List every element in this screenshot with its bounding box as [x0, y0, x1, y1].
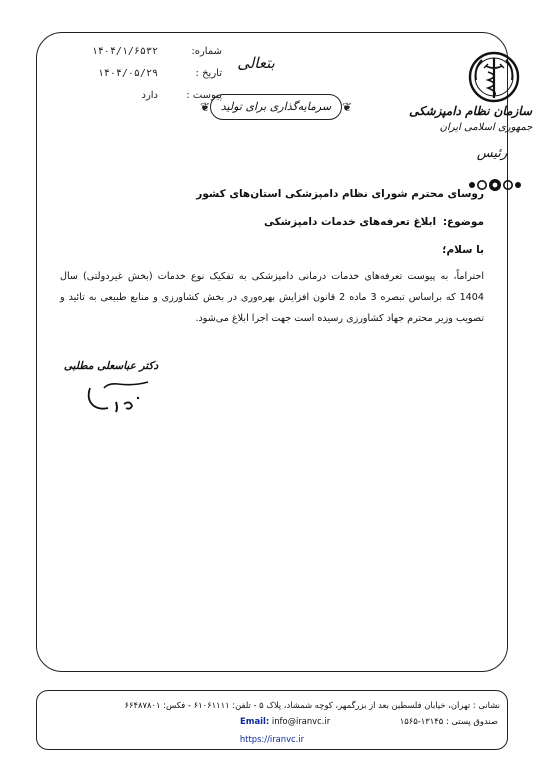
- letter-date-value: ۱۴۰۴/۰۵/۲۹: [97, 68, 158, 79]
- letter-subject: [190, 216, 484, 228]
- letter-body: احتراماً، به پیوست تعرفه‌های خدمات درمانی دامپزشکی به تفکیک نوع خدمات (بخش غیردولتی) سال 1404 که براساس تبصره 3 ماده 2 قانون افزایش بهره‌وری در بخش کشاورزی و منابع طبیعی به تائید و تصویب وزیر محترم جهاد کشاورزی رسیده است جهت اجرا ابلاغ می‌شود.: [60, 271, 484, 324]
- letter-greeting: با سلام؛: [442, 244, 484, 256]
- letter-attachment-value: دارد: [141, 90, 158, 101]
- footer-address: نشانی : تهران، خیابان فلسطین بعد از بزرگمهر، کوچه شمشاد، پلاک ۵ - تلفن: ۶۱۰۶۱۱۱۱ - فکس: ۶۶۴۸۷۸۰۱: [124, 700, 500, 710]
- letter-number-label: شماره:: [191, 46, 222, 57]
- handwritten-signature-icon: [78, 378, 162, 418]
- footer-email-label: Email:: [240, 716, 270, 726]
- letter-date-label: تاریخ :: [195, 68, 222, 79]
- organization-name: سازمان نظام دامپزشکی: [408, 104, 532, 118]
- footer-contact-row: [44, 716, 500, 730]
- footer-website-link[interactable]: https://iranvc.ir: [239, 734, 305, 744]
- organization-country: جمهوری اسلامی ایران: [439, 122, 533, 133]
- sender-role: رئیس: [476, 146, 508, 161]
- letter-subject-label: موضوع:: [442, 216, 484, 228]
- invocation-calligraphy: بتعالی: [237, 54, 275, 72]
- letter-subject-text: ابلاغ تعرفه‌های خدمات دامپزشکی: [264, 216, 437, 228]
- footer-email-value[interactable]: info@iranvc.ir: [271, 716, 331, 726]
- letter-attachment-label: پیوست :: [186, 90, 222, 101]
- slogan-left-ornament-icon: ❦: [200, 100, 211, 114]
- veterinary-org-logo-icon: [462, 48, 526, 106]
- footer-postal-box: صندوق پستی : ۱۳۱۴۵-۱۵۶۵: [399, 716, 498, 726]
- letter-addressee: روسای محترم شورای نظام دامپزشکی استان‌های کشور: [196, 188, 484, 200]
- slogan-banner: سرمایه‌گذاری برای تولید: [210, 94, 342, 120]
- slogan-right-ornament-icon: ❦: [342, 100, 353, 114]
- signer-name: دکتر عباسعلی مطلبی: [63, 360, 159, 372]
- footer-email: [240, 716, 330, 726]
- letter-number-value: ۱۴۰۴/۱/۶۵۳۲: [91, 46, 158, 57]
